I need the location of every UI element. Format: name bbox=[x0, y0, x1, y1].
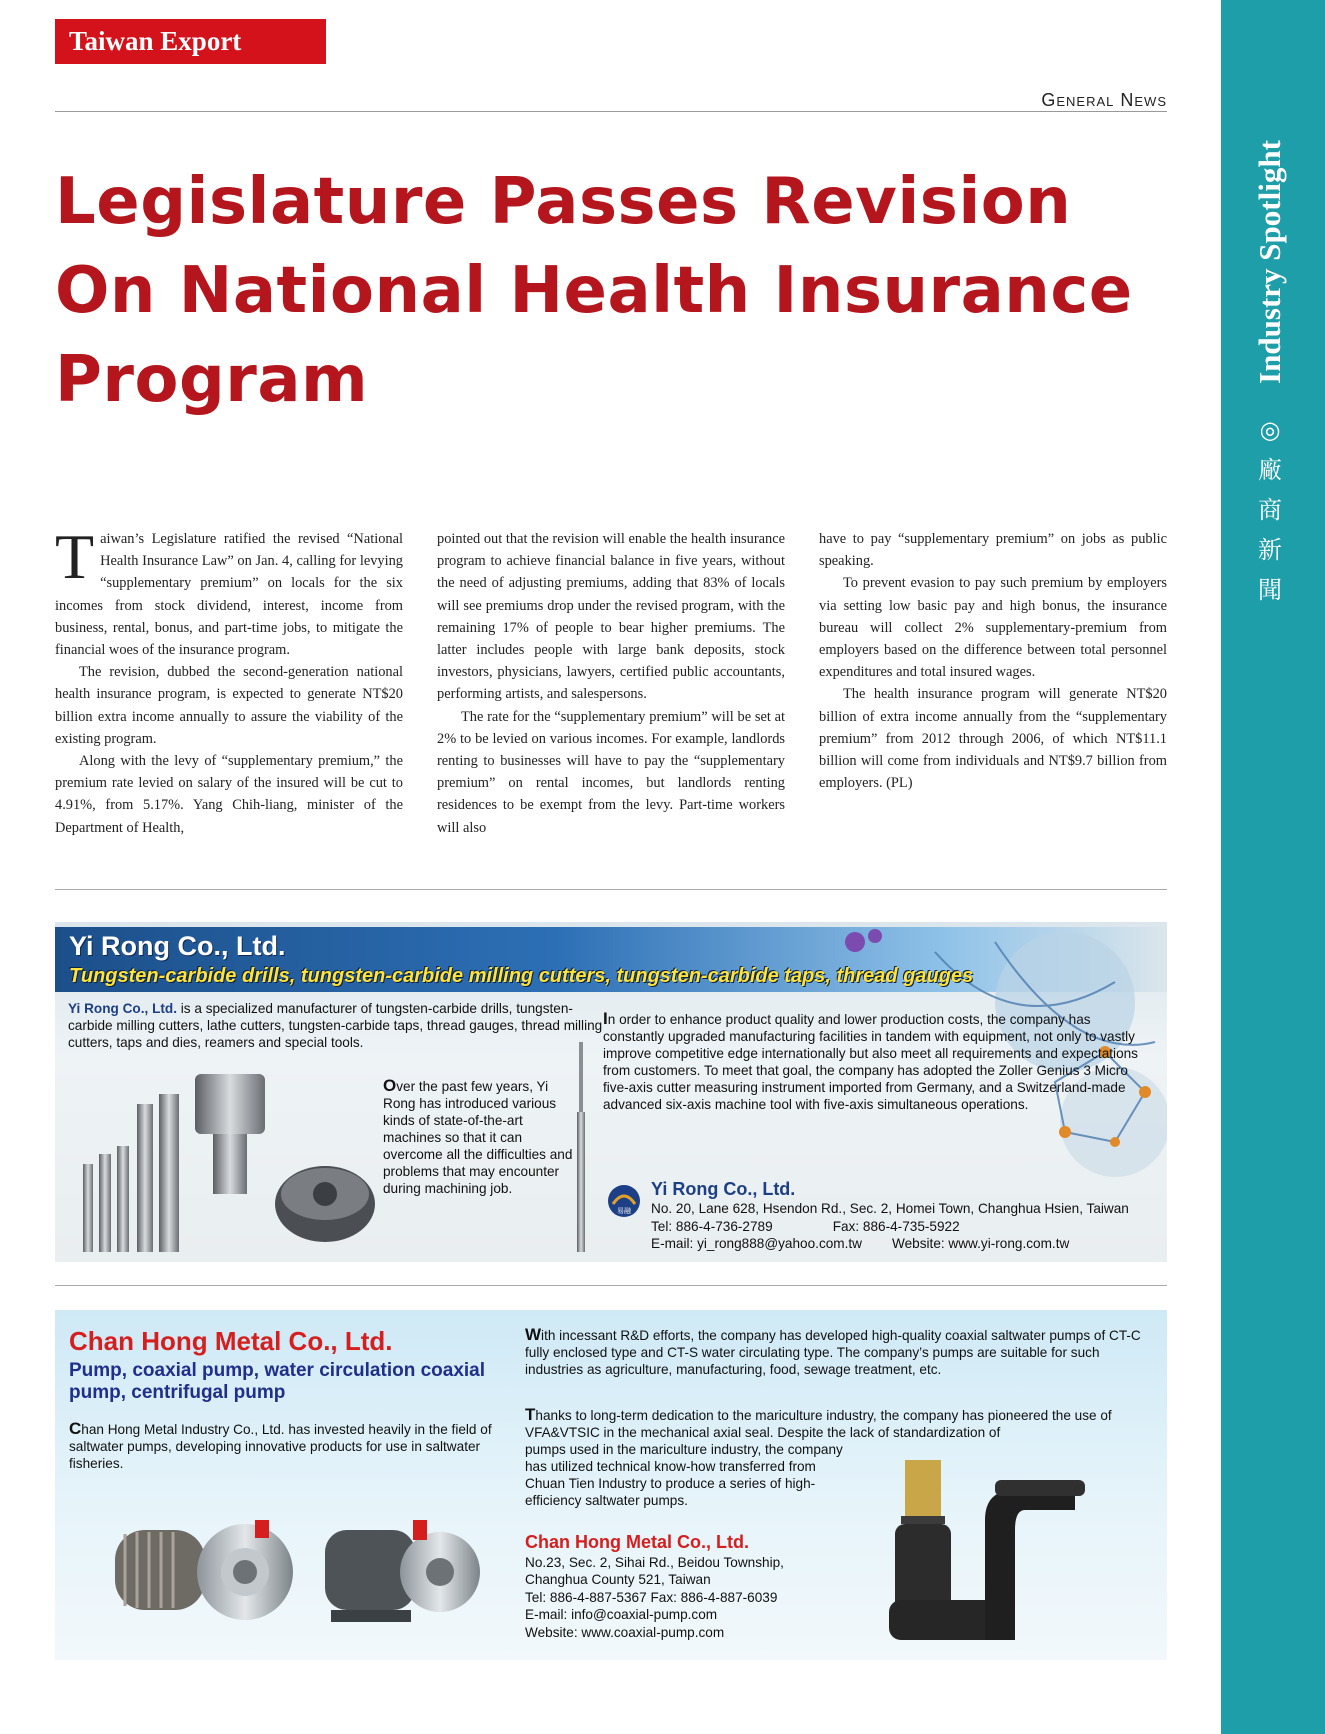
ad-mariculture-text: Thanks to long-term dedication to the mariculture industry, the company has pioneered the use of VFA&VTSIC in the mechanical axial seal. Despite the lack of standardization of pumps used in the mariculture industry, the company has utilized technical know-how transferred from Chuan Tien Industry to produce a series of high-efficiency saltwater pumps. bbox=[525, 1405, 1112, 1508]
ad-contact-block bbox=[525, 1530, 784, 1641]
article-paragraph: To prevent evasion to pay such premium by employers via setting low basic pay and high bonus, the insurance bureau will collect 2% supplementary-premium from employers based on the difference between total personnel expenditures and total insured wages. bbox=[819, 575, 1167, 681]
ad-contact-company: Chan Hong Metal Co., Ltd. bbox=[525, 1532, 749, 1552]
magazine-masthead: Taiwan Export Express bbox=[55, 19, 326, 64]
ad-contact-email[interactable]: E-mail: yi_rong888@yahoo.com.tw bbox=[651, 1236, 863, 1251]
coaxial-pumps-image bbox=[95, 1490, 495, 1650]
article-column-2 bbox=[437, 528, 785, 864]
ad-contact-telfax: Tel: 886-4-887-5367 Fax: 886-4-887-6039 bbox=[525, 1589, 778, 1605]
ad-company-title: Chan Hong Metal Co., Ltd. bbox=[69, 1326, 393, 1356]
article-paragraph: Along with the levy of “supplementary premium,” the premium rate levied on salary of the insured will be cut to 4.91%, from 5.17%. Yang Chih-liang, minister of the Department of Health, bbox=[55, 753, 403, 836]
article-paragraph: The revision, dubbed the second-generation national health insurance program, is expected to generate NT$20 billion extra income annually to assure the viability of the existing program. bbox=[55, 664, 403, 747]
end-mill-image bbox=[565, 1042, 605, 1257]
submersible-pump-image bbox=[875, 1450, 1115, 1655]
ad-contact-phone-row bbox=[651, 1218, 1129, 1236]
yi-rong-advertisement bbox=[55, 922, 1167, 1262]
ad-product-tagline: Pump, coaxial pump, water circulation coaxial pump, centrifugal pump bbox=[69, 1360, 486, 1403]
chan-hong-advertisement bbox=[55, 1310, 1167, 1660]
ad-rnd-text: With incessant R&D efforts, the company has developed high-quality coaxial saltwater pumps of CT-C fully enclosed type and CT-S water circulating type. The company’s pumps are suitable for such industries as agriculture, manufacturing, food, sewage treatment, etc. bbox=[525, 1325, 1141, 1377]
ad-contact-email[interactable]: E-mail: info@coaxial-pump.com bbox=[525, 1607, 718, 1623]
sidebar-char: 新 bbox=[1258, 536, 1282, 564]
article-body bbox=[55, 521, 1167, 864]
ad-contact-tel: Tel: 886-4-736-2789 bbox=[651, 1218, 773, 1234]
ad-contact-company: Yi Rong Co., Ltd. bbox=[651, 1179, 796, 1199]
yi-rong-logo-icon bbox=[607, 1184, 641, 1218]
ad-contact-website[interactable]: Website: www.yi-rong.com.tw bbox=[892, 1236, 1070, 1251]
section-label: General News bbox=[1041, 90, 1167, 110]
ad-contact-address: No. 20, Lane 628, Hsendon Rd., Sec. 2, Homei Town, Changhua Hsien, Taiwan bbox=[651, 1201, 1129, 1216]
ad-company-title: Yi Rong Co., Ltd. bbox=[69, 931, 286, 961]
ad-contact-web-row bbox=[651, 1235, 1129, 1253]
mid-divider bbox=[55, 889, 1167, 890]
sidebar-char: 廠 bbox=[1258, 456, 1282, 484]
article-paragraph: Taiwan’s Legislature ratified the revised “National Health Insurance Law” on Jan. 4, calling for levying “supplementary premium” on locals for the six incomes from stock dividend, interest, income from business, rental, bonus, and part-time jobs, to mitigate the financial woes of the insurance program. bbox=[55, 521, 403, 659]
ad-contact-block bbox=[651, 1178, 1129, 1253]
article-paragraph: The rate for the “supplementary premium” will be set at 2% to be levied on various incomes. For example, landlords renting to businesses will have to pay the “supplementary premium” on rental incomes, but landlords renting residences to be exempt from the levy. Part-time workers will also bbox=[437, 708, 785, 836]
sidebar-title: Industry Spotlight bbox=[1252, 140, 1287, 384]
article-column-3 bbox=[819, 528, 1167, 864]
ad-product-subtitle: Tungsten-carbide drills, tungsten-carbide milling cutters, tungsten-carbide taps, thread gauges bbox=[69, 965, 974, 987]
svg-text:易融: 易融 bbox=[617, 1207, 631, 1215]
ad-quality-text: In order to enhance product quality and lower production costs, the company has constantly upgraded manufacturing facilities in tandem with equipment, not only to vastly improve competitive edge internationally but also meet all requirements and expectations from customers. To meet that goal, the company has adopted the Zoller Genius 3 Micro five-axis cutter measuring instrument imported from Germany, and a Switzerland-made advanced six-axis machine tool with five-axis simultaneous operations. bbox=[603, 1009, 1138, 1112]
bottom-divider bbox=[55, 1285, 1167, 1286]
article-paragraph: The health insurance program will generate NT$20 billion of extra income annually from the “supplementary premium” from 2012 through 2006, of which NT$11.1 billion will come from individuals and NT$9.7 billion from employers. (PL) bbox=[819, 686, 1167, 792]
sidebar-chinese-title bbox=[1240, 410, 1300, 610]
article-paragraph: pointed out that the revision will enable the health insurance program to achieve financial balance in five years, without the need of adjusting premiums, adding that 83% of locals will see premiums drop under the revised program, with the remaining 17% of people to bear higher premiums. The latter includes people with large bank deposits, stock investors, physicians, lawyers, certified public accountants, performing artists, and salespersons. bbox=[437, 531, 785, 703]
ad-contact-fax: Fax: 886-4-735-5922 bbox=[832, 1218, 960, 1234]
sidebar-char: 商 bbox=[1258, 496, 1282, 524]
article-column-1 bbox=[55, 521, 403, 864]
ad-contact-address: No.23, Sec. 2, Sihai Rd., Beidou Township, bbox=[525, 1555, 784, 1570]
ad-intro-text: Chan Hong Metal Industry Co., Ltd. has invested heavily in the field of saltwater pumps, developing innovative products for use in saltwater fisheries. bbox=[69, 1419, 492, 1471]
drop-cap: T bbox=[55, 521, 95, 592]
article-headline: Legislature Passes Revision On National Health Insurance Program bbox=[55, 165, 1133, 417]
article-paragraph: have to pay “supplementary premium” on jobs as public speaking. bbox=[819, 531, 1167, 570]
sidebar-bullet-icon: ◎ bbox=[1259, 416, 1281, 444]
ad-intro-text: Yi Rong Co., Ltd. is a specialized manufacturer of tungsten-carbide drills, tungsten-carbide milling cutters, lathe cutters, tungsten-carbide taps, thread gauges, thread milling cutters, taps and dies, reamers and special tools. bbox=[68, 1001, 603, 1050]
sidebar-char: 聞 bbox=[1258, 576, 1282, 604]
ad-history-text: Over the past few years, Yi Rong has introduced various kinds of state-of-the-art machines so that it can overcome all the difficulties and problems that may encounter during machining job. bbox=[383, 1076, 573, 1196]
ad-contact-address: Changhua County 521, Taiwan bbox=[525, 1572, 711, 1588]
ad-contact-website[interactable]: Website: www.coaxial-pump.com bbox=[525, 1624, 725, 1640]
top-divider bbox=[55, 111, 1167, 112]
